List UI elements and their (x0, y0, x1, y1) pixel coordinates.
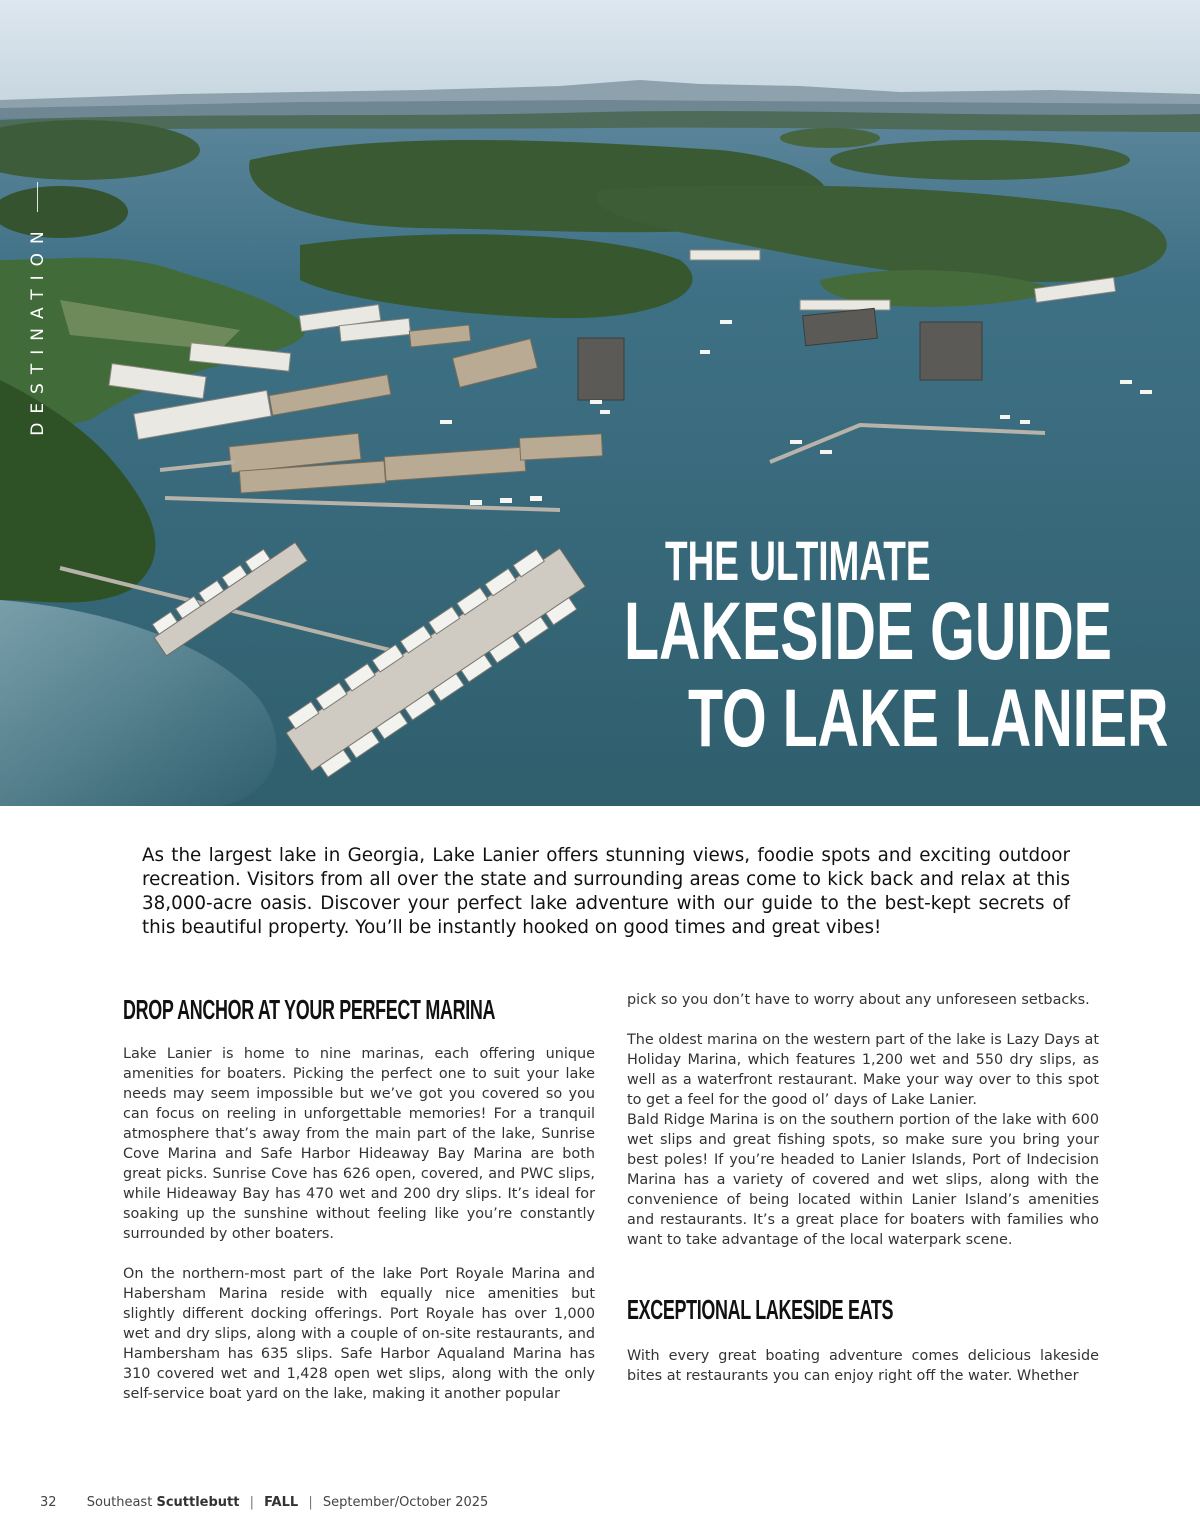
publication-prefix: Southeast (86, 1495, 153, 1510)
headline-line-3: TO LAKE LANIER (688, 673, 1169, 764)
issue-season: FALL (264, 1495, 299, 1510)
body-paragraph: Bald Ridge Marina is on the southern portion of the lake with 600 wet slips and great fishing spots, so make sure you bring your best poles! If you’re headed to Lanier Islands, Port of Indecision Marina has a variety of covered and wet slips, along with the convenience of being located within Lanier Island’s amenities and restaurants. It’s a great place for boaters with families who want to take advantage of the local waterpark scene. (627, 1112, 1099, 1248)
body-paragraph: pick so you don’t have to worry about any unforeseen setbacks. (627, 992, 1090, 1008)
section-label-text: DESTINATION (28, 222, 48, 436)
body-paragraph: The oldest marina on the western part of the lake is Lazy Days at Holiday Marina, which features 1,200 wet and 550 dry slips, as well as a waterfront restaurant. Make your way over to this spot to get a feel for the good ol’ days of Lake Lanier. (627, 1032, 1099, 1108)
body-paragraph: Lake Lanier is home to nine marinas, each offering unique amenities for boaters. Picking the perfect one to suit your lake needs may seem impossible but we’ve got you covered so you can focus on reeling in unforgettable memories! For a tranquil atmosphere that’s away from the main part of the lake, Sunrise Cove Marina and Safe Harbor Hideaway Bay Marina are both great picks. Sunrise Cove has 626 open, covered, and PWC slips, while Hideaway Bay has 470 wet and 200 dry slips. It’s ideal for soaking up the sunshine without feeling like you’re constantly surrounded by other boaters. (123, 1046, 595, 1242)
page-footer (40, 1495, 488, 1510)
section-label-rule (37, 182, 38, 212)
right-column (627, 990, 1099, 1386)
section-heading-eats: EXCEPTIONAL LAKESIDE EATS (627, 1294, 894, 1325)
section-label (26, 218, 50, 440)
page-number: 32 (40, 1495, 57, 1510)
headline-line-1: THE ULTIMATE (665, 529, 931, 592)
body-paragraph: With every great boating adventure comes delicious lakeside bites at restaurants you can enjoy right off the water. Whether (627, 1348, 1099, 1384)
left-column (123, 990, 595, 1404)
publication-name: Scuttlebutt (156, 1495, 240, 1510)
intro-paragraph: As the largest lake in Georgia, Lake Lanier offers stunning views, foodie spots and exciting outdoor recreation. Visitors from all over the state and surrounding areas come to kick back and relax at this 38,000-acre oasis. Discover your perfect lake adventure with our guide to the best-kept secrets of this beautiful property. You’ll be instantly hooked on good times and great vibes! (142, 845, 1070, 938)
footer-separator: | (308, 1495, 313, 1510)
issue-date: September/October 2025 (322, 1495, 489, 1510)
body-paragraph: On the northern-most part of the lake Port Royale Marina and Habersham Marina reside with equally nice amenities but slightly different docking offerings. Port Royale has over 1,000 wet and dry slips, along with a couple of on-site restaurants, and Hambersham has 635 slips. Safe Harbor Aqualand Marina has 310 covered wet and 1,428 open wet slips, along with the only self-service boat yard on the lake, making it another popular (123, 1266, 595, 1402)
section-heading-marinas: DROP ANCHOR AT YOUR PERFECT MARINA (123, 994, 496, 1025)
headline-line-2: LAKESIDE GUIDE (624, 586, 1112, 677)
footer-separator: | (249, 1495, 254, 1510)
